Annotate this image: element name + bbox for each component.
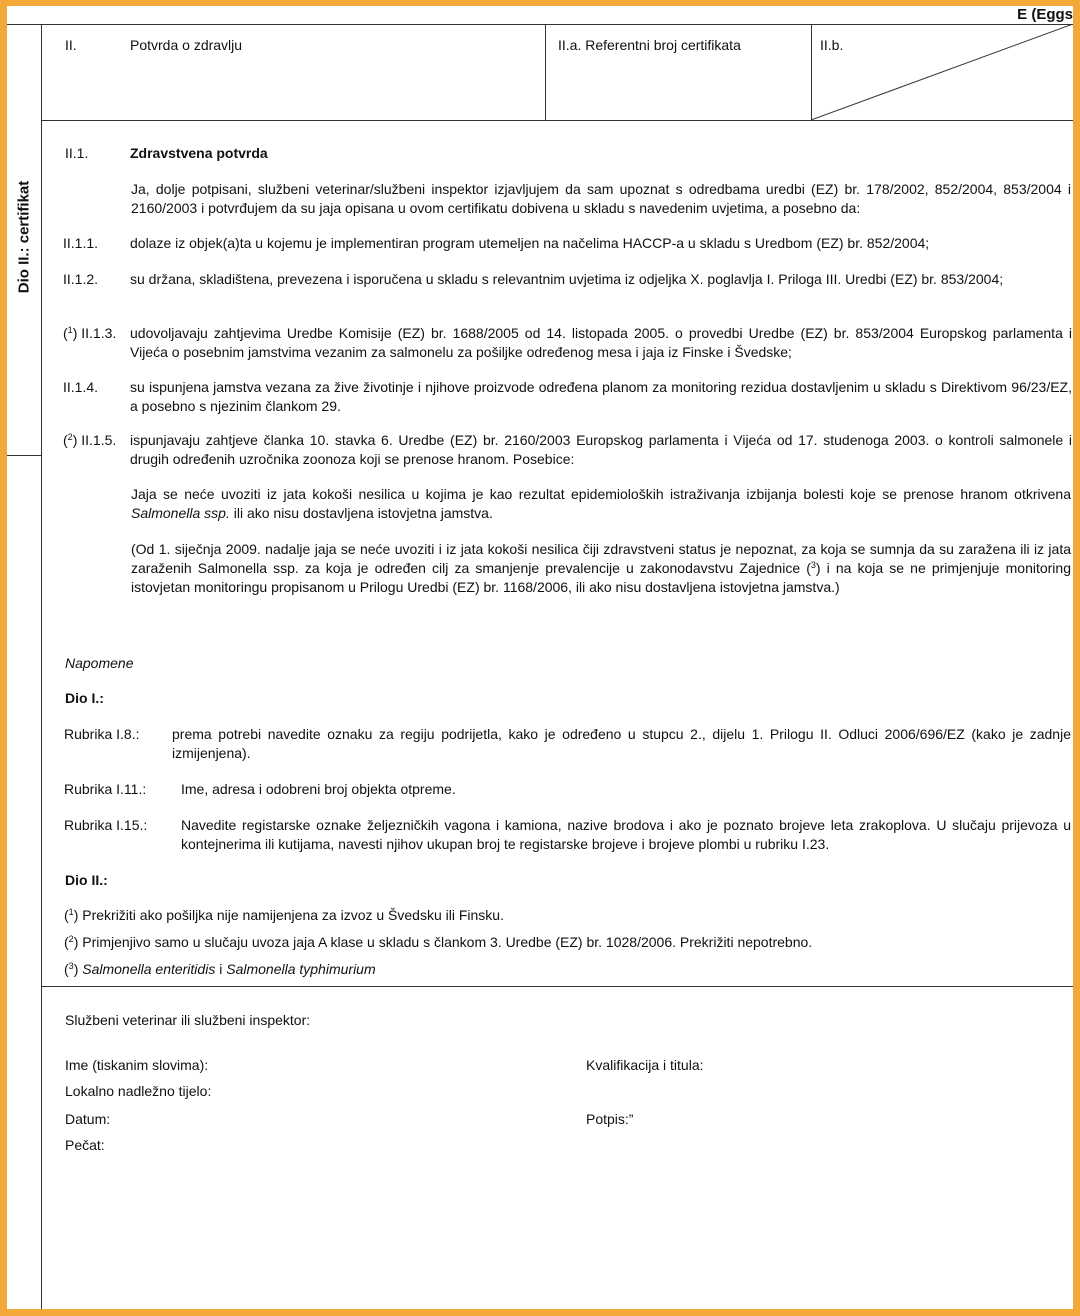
rubric-label: Rubrika I.8.: xyxy=(64,726,140,742)
section-title: Zdravstvena potvrda xyxy=(130,145,268,161)
subparagraph-a: Jaja se neće uvoziti iz jata kokoši nesilica u kojima je kao rezultat epidemioloških istraživanja izbijanja bolesti koje se prenose hranom otkrivena Salmonella ssp. ili ako nisu dostavljena istovjetna jamstva. xyxy=(131,486,1071,521)
header-number: II. xyxy=(65,37,77,53)
item-number: II.1.1. xyxy=(63,235,99,251)
header-divider-1 xyxy=(545,24,546,120)
notes-heading: Napomene xyxy=(65,655,134,671)
item-text: ispunjavaju zahtjeve članka 10. stavka 6. Uredbe (EZ) br. 2160/2003 Europskog parlamenta i Vijeća od 17. studenoga 2003. o kontroli salmonele i drugih određenih uzročnika zoonoza koji se prenose hranom. Posebice: xyxy=(130,432,1072,467)
left-column-border xyxy=(41,24,42,1309)
subparagraph-b: (Od 1. siječnja 2009. nadalje jaja se neće uvoziti i iz jata kokoši nesilica čiji zdravstveni status je nepoznat, za koja se sumnja da su zaražena ili iz jata zaraženih Salmonella ssp. za koja je određen cilj za smanjenje prevalencije u zakonodavstvu Zajednice ($^3$) i na koja se ne primjenjuje monitoring istovjetan monitoringu propisanom u Prilogu Uredbi (EZ) br. 1168/2006, ili ako nisu dostavljena istovjetna jamstva.) xyxy=(131,541,1071,595)
item-number-with-note: ($^2$) II.1.5. xyxy=(63,432,117,448)
item-text: udovoljavaju zahtjevima Uredbe Komisije (EZ) br. 1688/2005 od 14. listopada 2005. o provedbi Uredbe (EZ) br. 853/2004 Europskog parlamenta i Vijeća o posebnim jamstvima vezanim za salmonelu za pošiljke određenog mesa i jaja iz Finske i Švedske; xyxy=(130,325,1072,360)
side-divider xyxy=(7,455,41,456)
side-label: Dio II.: certifikat xyxy=(15,180,33,294)
footnote: ($^1$) Prekrižiti ako pošiljka nije namijenjena za izvoz u Švedsku ili Finsku. xyxy=(64,907,504,923)
note-ref: 2 xyxy=(67,432,73,442)
date-field-label: Datum: xyxy=(65,1111,111,1127)
rubric-text: Ime, adresa i odobreni broj objekta otpreme. xyxy=(181,781,456,797)
note-ref: 3 xyxy=(810,560,816,570)
part-one-heading: Dio I.: xyxy=(65,690,104,706)
item-number: II.1.2. xyxy=(63,271,99,287)
section-number: II.1. xyxy=(65,145,89,161)
item-text: dolaze iz objek(a)ta u kojemu je implementiran program utemeljen na načelima HACCP-a u skladu s Uredbom (EZ) br. 852/2004; xyxy=(130,235,930,251)
rubric-label: Rubrika I.15.: xyxy=(64,817,148,833)
footnote: ($^3$) Salmonella enteritidis i Salmonella typhimurium xyxy=(64,961,376,977)
header-title: Potvrda o zdravlju xyxy=(130,37,243,53)
item-number-with-note: ($^1$) II.1.3. xyxy=(63,325,117,341)
reference-number-label: II.a. Referentni broj certifikata xyxy=(558,37,741,53)
part-two-heading: Dio II.: xyxy=(65,872,108,888)
rubric-text: prema potrebi navedite oznaku za regiju podrijetla, kako je određeno u stupcu 2., dijelu 1. Prilogu II. Odluci 2006/696/EZ (kako je zadnje izmijenjena). xyxy=(172,726,1071,761)
item-number: II.1.4. xyxy=(63,379,99,395)
authority-field-label: Lokalno nadležno tijelo: xyxy=(65,1083,212,1099)
crossed-out-field xyxy=(811,24,1073,120)
stamp-field-label: Pečat: xyxy=(65,1137,105,1153)
footnote: ($^2$) Primjenjivo samo u slučaju uvoza jaja A klase u skladu s člankom 3. Uredbe (EZ) br. 1028/2006. Prekrižiti nepotrebno. xyxy=(64,934,813,950)
header-bottom-border xyxy=(41,120,1073,121)
name-field-label: Ime (tiskanim slovima): xyxy=(65,1057,209,1073)
item-text: su držana, skladištena, prevezena i isporučena u skladu s relevantnim uvjetima iz odjeljka X. poglavlja I. Priloga III. Uredbi (EZ) br. 853/2004; xyxy=(130,271,1004,287)
note-ref: 1 xyxy=(67,325,73,335)
qualification-field-label: Kvalifikacija i titula: xyxy=(586,1057,704,1073)
corner-tag: E (Eggs xyxy=(1017,6,1073,23)
signature-field-label: Potpis:” xyxy=(586,1111,634,1127)
signature-top-border xyxy=(41,986,1073,987)
signature-heading: Službeni veterinar ili službeni inspektor: xyxy=(65,1012,311,1028)
rubric-label: Rubrika I.11.: xyxy=(64,781,147,797)
item-text: su ispunjena jamstva vezana za žive životinje i njihove proizvode određena planom za monitoring rezidua dostavljenim u skladu s Direktivom 96/23/EZ, a posebno s njezinim člankom 29. xyxy=(130,379,1072,414)
certificate-sheet xyxy=(7,6,1073,1309)
rubric-text: Navedite registarske oznake željezničkih vagona i kamiona, nazive brodova i ako je poznato brojeve leta zrakoplova. U slučaju prijevoza u kontejnerima ili kutijama, navesti njihov ukupan broj te registarske brojeve i brojeve plombi u rubriku I.23. xyxy=(181,817,1071,852)
intro-paragraph: Ja, dolje potpisani, službeni veterinar/službeni inspektor izjavljujem da sam upoznat s odredbama uredbi (EZ) br. 178/2002, 852/2004, 853/2004 i 2160/2003 i potvrđujem da su jaja opisana u ovom certifikatu dobivena u skladu s navedenim uvjetima, a posebno da: xyxy=(131,181,1071,216)
field-iib-label: II.b. xyxy=(820,37,844,53)
